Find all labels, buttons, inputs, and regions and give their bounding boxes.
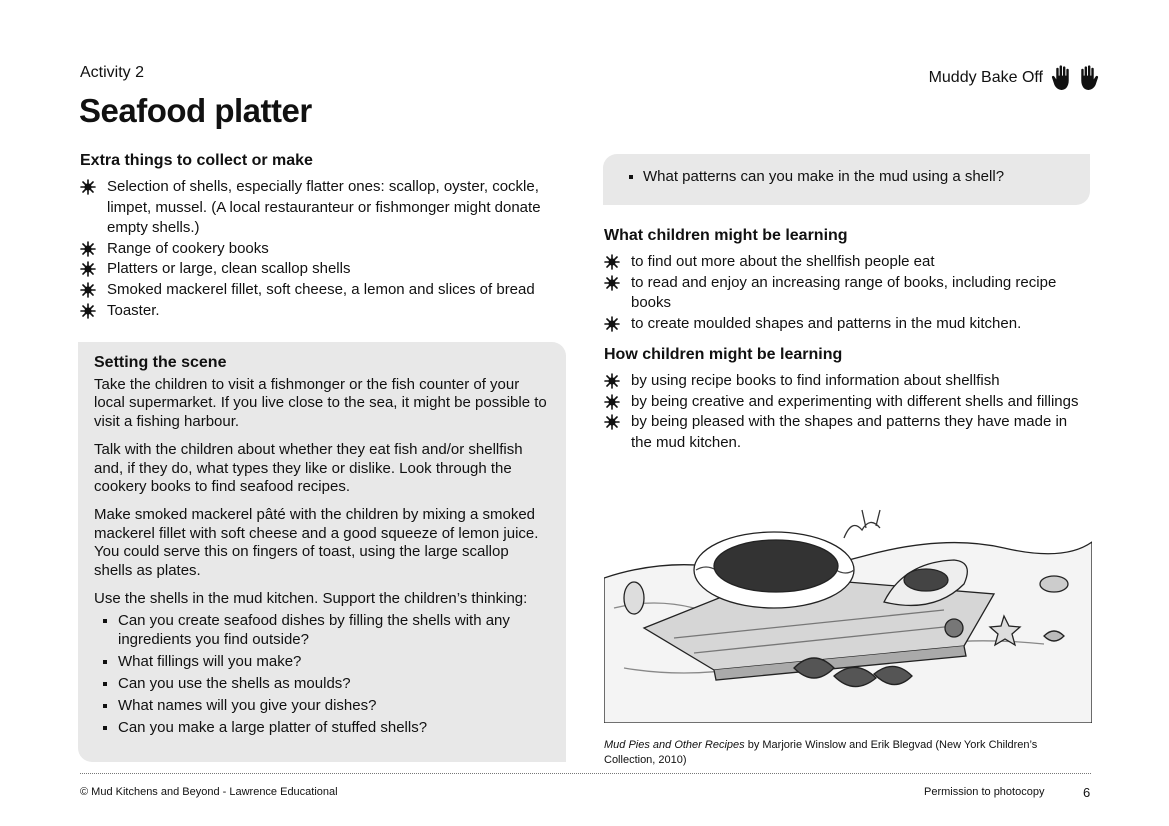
how-learning-heading: How children might be learning — [604, 346, 843, 363]
seafood-platter-illustration — [604, 498, 1092, 723]
brand-label-group — [929, 64, 1099, 91]
sun-bullet-icon — [604, 414, 620, 430]
scene-paragraph: Use the shells in the mud kitchen. Support the children’s thinking: — [94, 590, 528, 608]
square-bullet-icon — [103, 704, 107, 708]
sun-bullet-icon — [80, 241, 96, 257]
sun-bullet-icon — [80, 282, 96, 298]
sun-bullet-icon — [604, 254, 620, 270]
setting-scene-box — [78, 342, 566, 762]
sun-bullet-icon — [80, 179, 96, 195]
list-item: Platters or large, clean scallop shells — [80, 259, 570, 280]
question-list — [94, 612, 550, 736]
collect-list — [80, 177, 570, 321]
square-bullet-icon — [629, 175, 633, 179]
caption-book-title: Mud Pies and Other Recipes — [604, 739, 745, 751]
square-bullet-icon — [103, 682, 107, 686]
list-item: to read and enjoy an increasing range of books, including recipe books — [604, 273, 1092, 314]
how-learning-section — [604, 346, 1092, 453]
sun-bullet-icon — [80, 261, 96, 277]
learning-heading: What children might be learning — [604, 227, 848, 244]
footer-permission: Permission to photocopy — [924, 786, 1045, 798]
collect-section — [80, 152, 570, 321]
footer-copyright: © Mud Kitchens and Beyond - Lawrence Educational — [80, 786, 338, 798]
list-item: by using recipe books to find information about shellfish — [604, 371, 1092, 392]
list-item: What names will you give your dishes? — [94, 697, 550, 715]
list-item: by being creative and experimenting with different shells and fillings — [604, 392, 1092, 413]
square-bullet-icon — [103, 726, 107, 730]
brand-label: Muddy Bake Off — [928, 68, 1043, 86]
list-item: Range of cookery books — [80, 239, 570, 260]
scene-paragraph: Talk with the children about whether they eat fish and/or shellfish and, if they do, what types they like or dislike. Look through the cookery books to find seafood recipes. — [94, 441, 523, 496]
continued-question-box — [603, 154, 1090, 205]
list-item: Can you make a large platter of stuffed shells? — [94, 719, 550, 737]
sun-bullet-icon — [604, 316, 620, 332]
sun-bullet-icon — [80, 303, 96, 319]
sun-bullet-icon — [604, 394, 620, 410]
page-title: Seafood platter — [79, 92, 312, 129]
footer-divider — [80, 773, 1091, 774]
illustration-caption — [604, 738, 1084, 767]
list-item: Selection of shells, especially flatter ones: scallop, oyster, cockle, limpet, mussel. (A local restauranteur or fishmonger might donate empty shells.) — [80, 177, 570, 239]
sun-bullet-icon — [604, 373, 620, 389]
activity-label: Activity 2 — [80, 64, 145, 81]
list-item: Smoked mackerel fillet, soft cheese, a lemon and slices of bread — [80, 280, 570, 301]
list-item: to find out more about the shellfish people eat — [604, 252, 1092, 273]
collect-heading: Extra things to collect or make — [80, 152, 313, 169]
list-item: What fillings will you make? — [94, 653, 550, 671]
list-item: to create moulded shapes and patterns in the mud kitchen. — [604, 314, 1092, 335]
list-item: Toaster. — [80, 301, 570, 322]
square-bullet-icon — [103, 619, 107, 623]
list-item: Can you use the shells as moulds? — [94, 675, 550, 693]
handprint-icon — [1051, 64, 1099, 91]
list-item: Can you create seafood dishes by filling the shells with any ingredients you find outside? — [94, 612, 550, 649]
square-bullet-icon — [103, 660, 107, 664]
list-item: by being pleased with the shapes and patterns they have made in the mud kitchen. — [604, 412, 1092, 453]
sun-bullet-icon — [604, 275, 620, 291]
scene-paragraph: Make smoked mackerel pâté with the children by mixing a smoked mackerel fillet with soft cheese and a good squeeze of lemon juice. You could serve this on fingers of toast, using the large scallop shells as plates. — [94, 506, 539, 579]
page-number: 6 — [1083, 785, 1091, 800]
caption-credit: by Marjorie Winslow and Erik Blegvad (New York Children’s Collection, 2010) — [604, 739, 1038, 766]
scene-heading: Setting the scene — [94, 354, 227, 371]
learning-section — [604, 227, 1092, 334]
list-item: What patterns can you make in the mud using a shell? — [627, 168, 1090, 186]
scene-paragraph: Take the children to visit a fishmonger or the fish counter of your local supermarket. If you live close to the sea, it might be possible to visit a fishing harbour. — [94, 376, 547, 430]
